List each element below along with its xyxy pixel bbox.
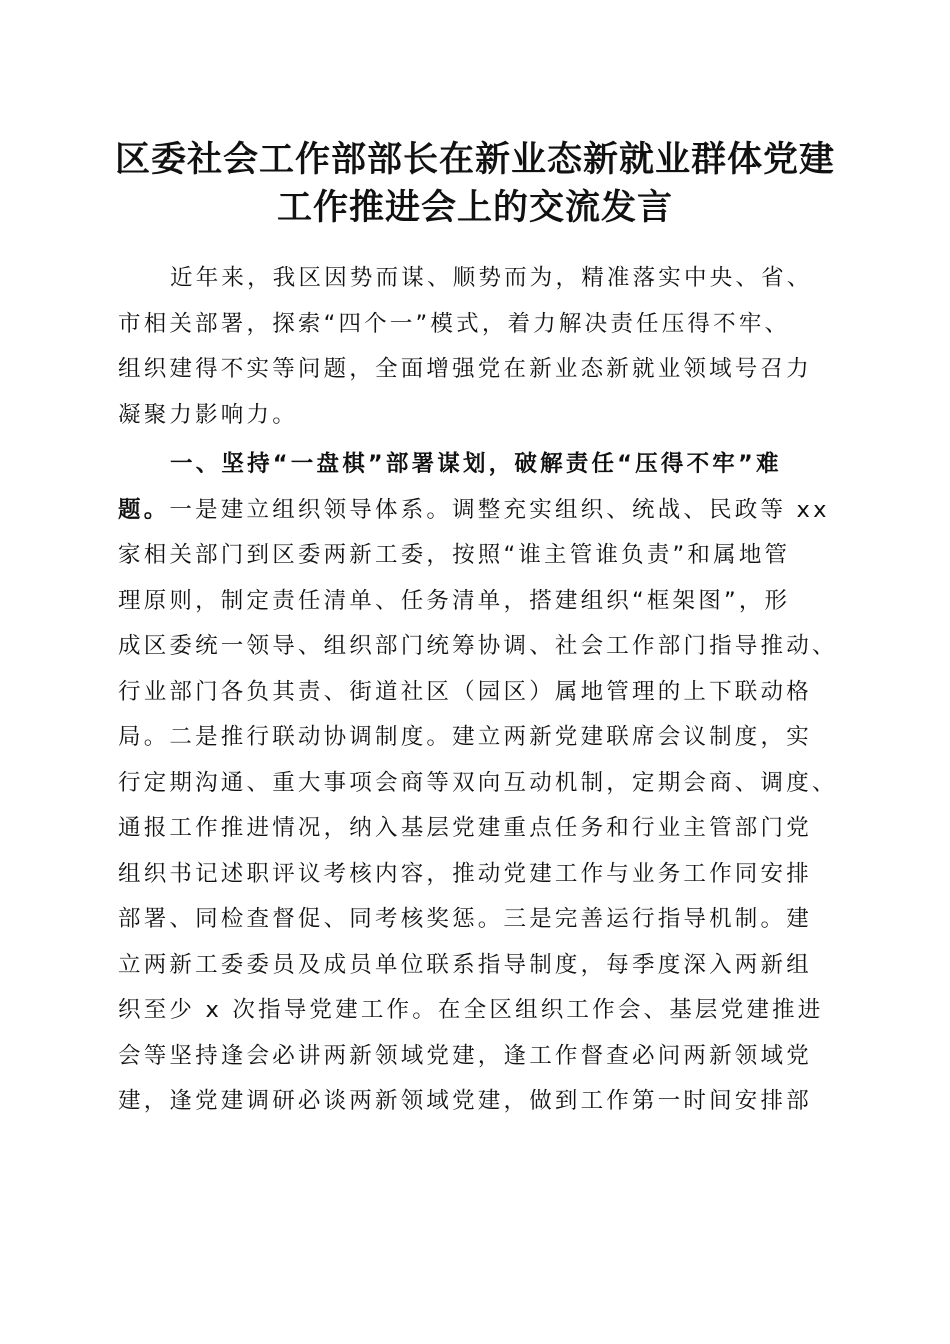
- section-1-line-10: 部署、同检查督促、同考核奖惩。三是完善运行指导机制。建: [118, 906, 812, 932]
- section-1-line-13: 会等坚持逢会必讲两新领域党建，逢工作督查必问两新领域党: [118, 1042, 812, 1069]
- section-1-line-8: 通报工作推进情况，纳入基层党建重点任务和行业主管部门党: [118, 815, 812, 841]
- section-1-line-5: 行业部门各负其责、街道社区（园区）属地管理的上下联动格: [118, 678, 812, 705]
- document-title: [100, 136, 850, 232]
- section-1-heading: 一、坚持“一盘棋”部署谋划，破解责任“压得不牢”难: [170, 451, 782, 477]
- section-1-line-1: [118, 488, 840, 534]
- section-1-line-4: 成区委统一领导、组织部门统筹协调、社会工作部门指导推动、: [118, 633, 838, 659]
- section-1-paragraph: [118, 442, 840, 1125]
- section-1-line-3: 理原则，制定责任清单、任务清单，搭建组织“框架图”，形: [118, 587, 791, 614]
- title-line-1: 区委社会工作部部长在新业态新就业群体党建: [114, 139, 835, 180]
- section-1-line-14: 建，逢党建调研必谈两新领域党建，做到工作第一时间安排部: [118, 1088, 812, 1114]
- section-1-line-11: 立两新工委委员及成员单位联系指导制度，每季度深入两新组: [118, 951, 812, 978]
- title-line-2: 工作推进会上的交流发言: [276, 187, 673, 228]
- intro-line-2: 市相关部署，探索“四个一”模式，着力解决责任压得不牢、: [118, 310, 791, 337]
- section-1-line-9: 组织书记述职评议考核内容，推动党建工作与业务工作同安排: [118, 860, 812, 887]
- section-1-line-12: 织至少 x 次指导党建工作。在全区组织工作会、基层党建推进: [118, 997, 824, 1023]
- section-1-line-6: 局。二是推行联动协调制度。建立两新党建联席会议制度，实: [118, 724, 812, 750]
- document-body: [118, 256, 840, 1125]
- section-1-line-2: 家相关部门到区委两新工委，按照“谁主管谁负责”和属地管: [118, 542, 791, 568]
- intro-line-3: 组织建得不实等问题，全面增强党在新业态新就业领域号召力: [118, 356, 812, 382]
- intro-paragraph: [118, 256, 840, 438]
- section-1-line-1-text: 一是建立组织领导体系。调整充实组织、统战、民政等 xx: [169, 496, 830, 523]
- intro-line-4: 凝聚力影响力。: [118, 401, 298, 428]
- section-1-heading-tail: 题。: [118, 496, 170, 523]
- intro-line-1: 近年来，我区因势而谋、顺势而为，精准落实中央、省、: [170, 265, 813, 291]
- section-1-line-7: 行定期沟通、重大事项会商等双向互动机制，定期会商、调度、: [118, 769, 838, 796]
